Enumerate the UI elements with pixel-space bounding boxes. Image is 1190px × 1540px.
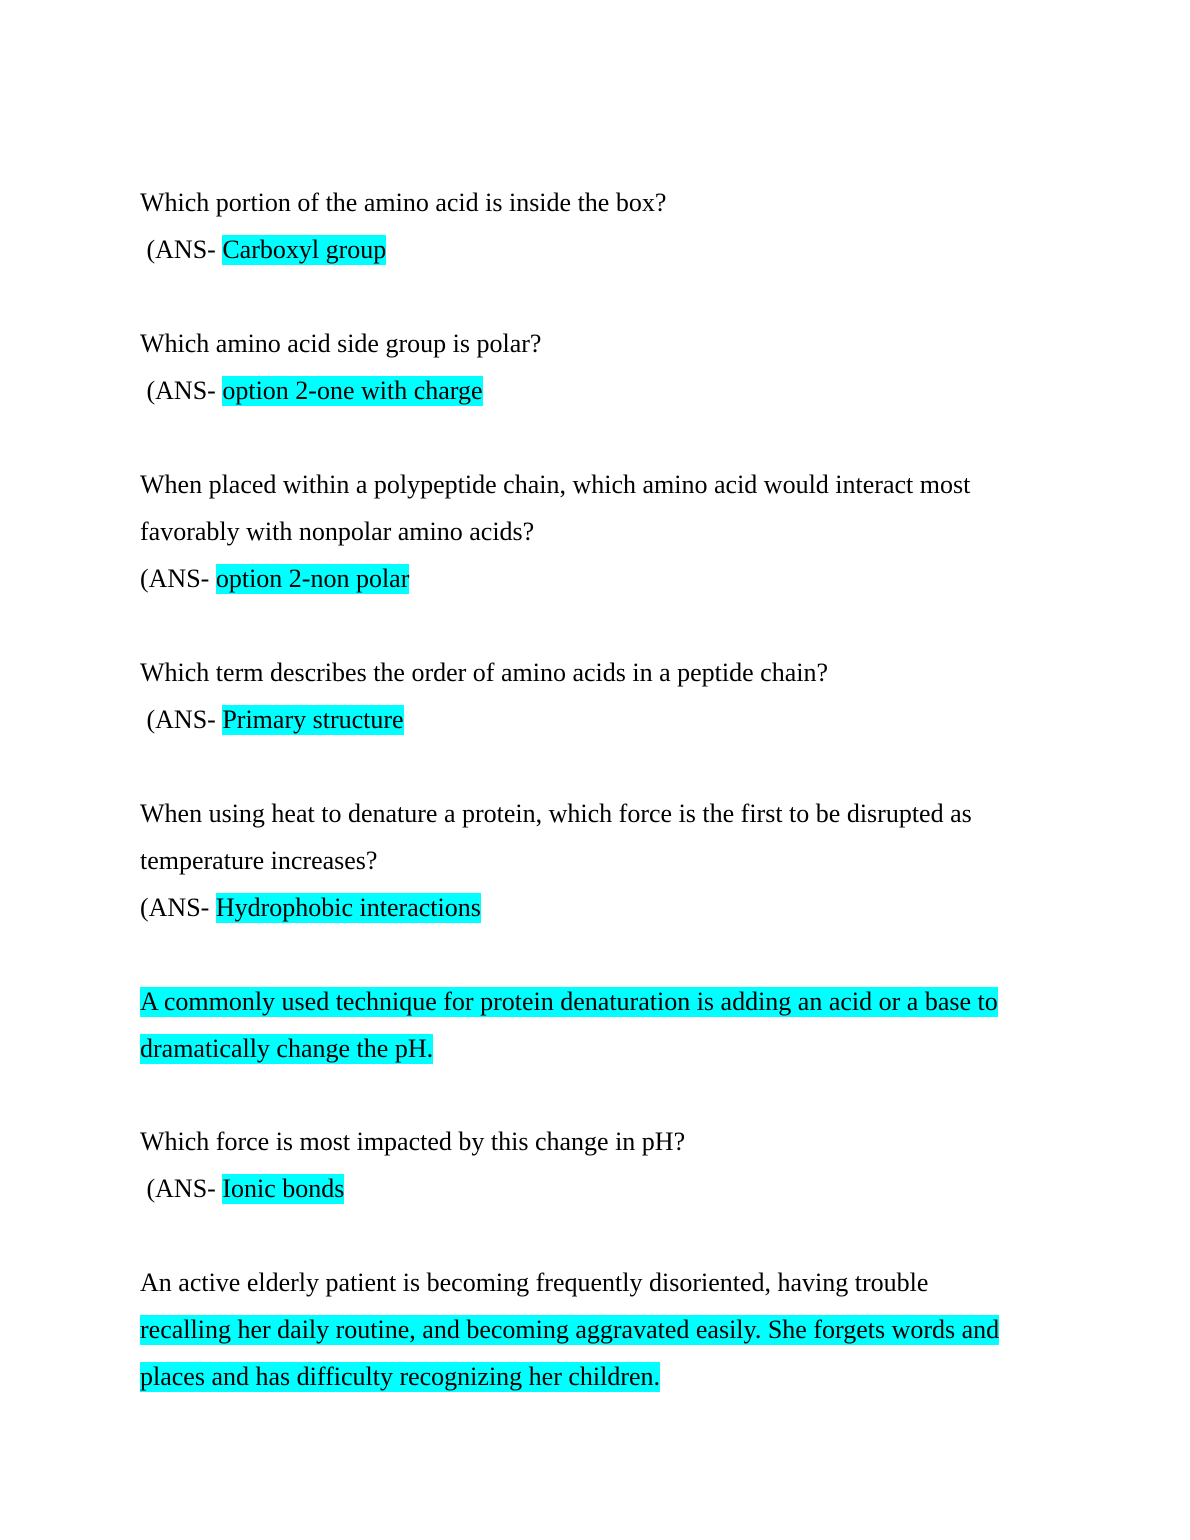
question-text <box>140 179 666 226</box>
question-text <box>140 461 970 508</box>
answer-1-highlight: Carboxyl group <box>222 235 387 264</box>
question-text <box>140 1118 685 1165</box>
answer-prefix: (ANS- <box>140 705 223 734</box>
context-text <box>140 1025 433 1072</box>
answer-prefix: (ANS- <box>140 376 223 405</box>
question-1: Which portion of the amino acid is inside the box? <box>140 188 667 217</box>
answer-line <box>140 555 409 602</box>
question-3-line-2: favorably with nonpolar amino acids? <box>140 517 535 546</box>
context-6-line-2: dramatically change the pH. <box>140 1034 434 1063</box>
context-6-line-1: A commonly used technique for protein denaturation is adding an acid or a base to <box>140 987 998 1016</box>
answer-prefix: (ANS- <box>140 235 223 264</box>
answer-line <box>140 367 483 414</box>
context-text <box>140 978 998 1025</box>
paragraph-7-line-2: recalling her daily routine, and becoming aggravated easily. She forgets words and <box>140 1315 1000 1344</box>
answer-3-highlight: option 2-non polar <box>215 564 410 593</box>
question-text <box>140 508 534 555</box>
answer-5-highlight: Hydrophobic interactions <box>215 893 481 922</box>
answer-line <box>140 696 404 743</box>
question-text <box>140 320 541 367</box>
paragraph-text <box>140 1353 660 1400</box>
answer-4-highlight: Primary structure <box>222 705 404 734</box>
answer-line <box>140 884 481 931</box>
answer-prefix: (ANS- <box>140 564 216 593</box>
question-text <box>140 837 377 884</box>
answer-2-highlight: option 2-one with charge <box>222 376 483 405</box>
paragraph-text <box>140 1259 928 1306</box>
question-4: Which term describes the order of amino acids in a peptide chain? <box>140 658 829 687</box>
question-5-line-1: When using heat to denature a protein, which force is the first to be disrupted as <box>140 799 972 828</box>
question-6: Which force is most impacted by this change in pH? <box>140 1127 686 1156</box>
answer-prefix: (ANS- <box>140 893 216 922</box>
question-5-line-2: temperature increases? <box>140 846 378 875</box>
question-text <box>140 790 972 837</box>
question-2: Which amino acid side group is polar? <box>140 329 542 358</box>
question-text <box>140 649 828 696</box>
answer-line <box>140 1165 344 1212</box>
answer-prefix: (ANS- <box>140 1174 223 1203</box>
paragraph-7-line-3: places and has difficulty recognizing her children. <box>140 1362 661 1391</box>
answer-6-highlight: Ionic bonds <box>222 1174 345 1203</box>
paragraph-7-line-1: An active elderly patient is becoming frequently disoriented, having trouble <box>140 1268 929 1297</box>
question-3-line-1: When placed within a polypeptide chain, which amino acid would interact most <box>140 470 971 499</box>
paragraph-text <box>140 1306 999 1353</box>
answer-line <box>140 226 386 273</box>
